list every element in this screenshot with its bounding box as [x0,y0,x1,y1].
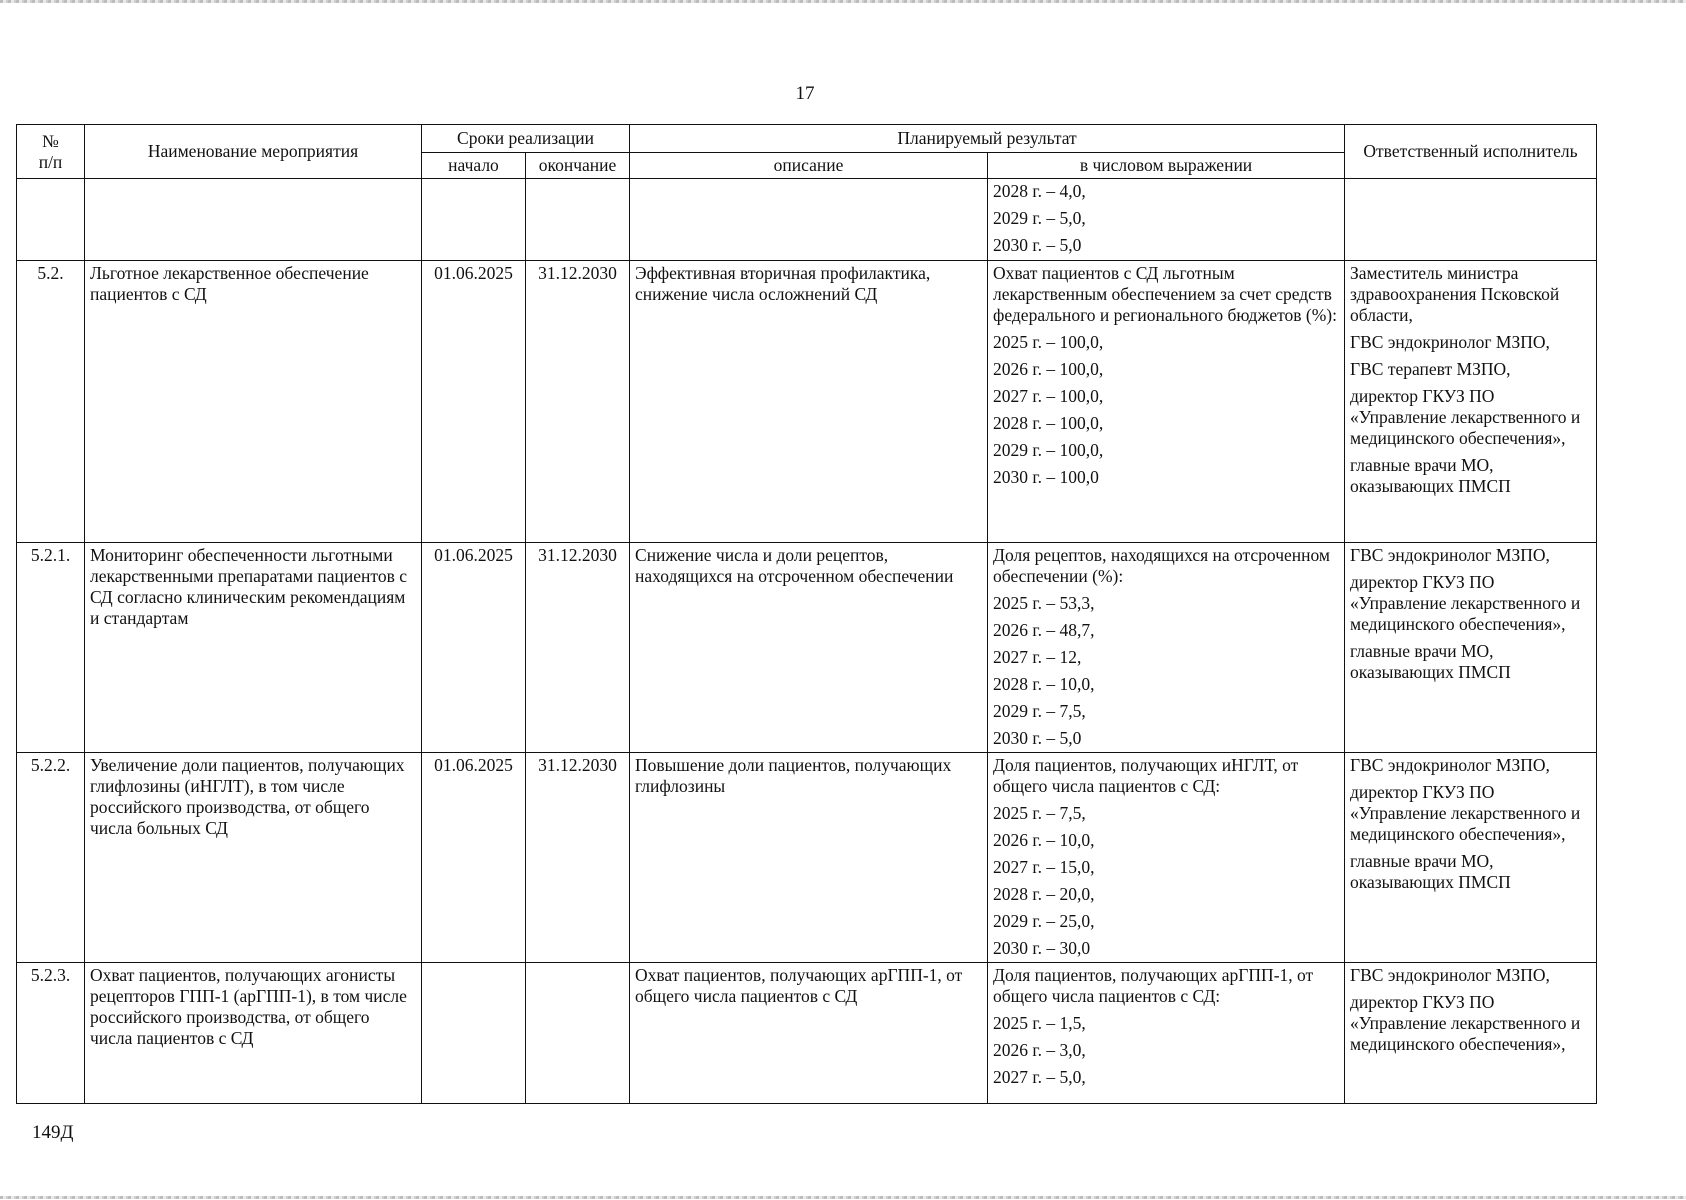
numeric-intro: Доля пациентов, получающих иНГЛТ, от общего числа пациентов с СД: [993,755,1299,796]
cell-numeric [988,753,1345,963]
scan-edge-top [0,0,1686,3]
cell-description: Снижение числа и доли рецептов, находящихся на отсроченном обеспечении [630,543,988,753]
responsible-item: главные врачи МО, оказывающих ПМСП [1350,641,1511,682]
cell-number: 5.2. [17,261,85,543]
numeric-intro: Доля пациентов, получающих арГПП-1, от общего числа пациентов с СД: [993,965,1314,1006]
page-number: 17 [795,83,815,104]
value-line: 2026 г. – 3,0, [993,1040,1086,1060]
value-line: 2025 г. – 7,5, [993,803,1086,823]
cell-start: 01.06.2025 [422,753,526,963]
value-line: 2028 г. – 4,0, [993,181,1086,201]
header-number: № п/п [17,125,85,179]
cell-responsible [1345,753,1597,963]
cell-description: Эффективная вторичная профилактика, снижение числа осложнений СД [630,261,988,543]
cell-responsible [1345,963,1597,1104]
value-line: 2029 г. – 25,0, [993,911,1095,931]
cell-number [17,179,85,261]
value-line: 2028 г. – 20,0, [993,884,1095,904]
responsible-item: главные врачи МО, оказывающих ПМСП [1350,851,1511,892]
cell-end: 31.12.2030 [526,261,630,543]
cell-responsible [1345,261,1597,543]
cell-end [526,179,630,261]
cell-number: 5.2.1. [17,543,85,753]
responsible-item: ГВС эндокринолог МЗПО, [1350,332,1550,352]
cell-numeric [988,179,1345,261]
document-code: 149Д [32,1122,74,1143]
value-line: 2029 г. – 7,5, [993,701,1086,721]
responsible-item: ГВС терапевт МЗПО, [1350,359,1511,379]
cell-description: Повышение доли пациентов, получающих глифлозины [630,753,988,963]
value-line: 2028 г. – 10,0, [993,674,1095,694]
header-start: начало [422,153,526,179]
value-line: 2030 г. – 30,0 [993,938,1091,958]
table-row [17,963,1597,1104]
value-line: 2026 г. – 100,0, [993,359,1104,379]
table-row-continuation [17,179,1597,261]
value-line: 2027 г. – 15,0, [993,857,1095,877]
responsible-item: ГВС эндокринолог МЗПО, [1350,545,1550,565]
value-line: 2027 г. – 12, [993,647,1082,667]
cell-numeric [988,543,1345,753]
activities-table [16,124,1597,1104]
value-line: 2030 г. – 100,0 [993,467,1099,487]
header-numeric: в числовом выражении [988,153,1345,179]
cell-number: 5.2.2. [17,753,85,963]
responsible-item: ГВС эндокринолог МЗПО, [1350,965,1550,985]
responsible-item: директор ГКУЗ ПО «Управление лекарственного и медицинского обеспечения», [1350,572,1581,634]
value-line: 2027 г. – 100,0, [993,386,1104,406]
cell-description: Охват пациентов, получающих арГПП-1, от общего числа пациентов с СД [630,963,988,1104]
cell-start: 01.06.2025 [422,543,526,753]
responsible-item: директор ГКУЗ ПО «Управление лекарственного и медицинского обеспечения», [1350,386,1581,448]
numeric-intro: Охват пациентов с СД льготным лекарственным обеспечением за счет средств федерального и регионального бюджетов (%): [993,263,1337,325]
header-responsible: Ответственный исполнитель [1345,125,1597,179]
numeric-intro: Доля рецептов, находящихся на отсроченном обеспечении (%): [993,545,1331,586]
value-line: 2025 г. – 53,3, [993,593,1095,613]
cell-number: 5.2.3. [17,963,85,1104]
cell-name [85,179,422,261]
header-planned-result: Планируемый результат [630,125,1345,153]
cell-end: 31.12.2030 [526,753,630,963]
header-description: описание [630,153,988,179]
value-line: 2029 г. – 100,0, [993,440,1104,460]
responsible-item: ГВС эндокринолог МЗПО, [1350,755,1550,775]
cell-name: Увеличение доли пациентов, получающих глифлозины (иНГЛТ), в том числе российского производства, от общего числа больных СД [85,753,422,963]
value-line: 2028 г. – 100,0, [993,413,1104,433]
value-line: 2025 г. – 1,5, [993,1013,1086,1033]
responsible-item: директор ГКУЗ ПО «Управление лекарственного и медицинского обеспечения», [1350,992,1581,1054]
cell-responsible [1345,543,1597,753]
value-line: 2027 г. – 5,0, [993,1067,1086,1087]
value-line: 2026 г. – 48,7, [993,620,1095,640]
value-line: 2025 г. – 100,0, [993,332,1104,352]
cell-responsible [1345,179,1597,261]
cell-start [422,179,526,261]
responsible-item: главные врачи МО, оказывающих ПМСП [1350,455,1511,496]
value-line: 2030 г. – 5,0 [993,235,1082,255]
header-terms: Сроки реализации [422,125,630,153]
cell-name: Охват пациентов, получающих агонисты рецепторов ГПП-1 (арГПП-1), в том числе российского производства, от общего числа пациентов с СД [85,963,422,1104]
value-line: 2026 г. – 10,0, [993,830,1095,850]
table-row [17,753,1597,963]
responsible-item: Заместитель министра здравоохранения Псковской области, [1350,263,1560,325]
header-activity-name: Наименование мероприятия [85,125,422,179]
value-line: 2030 г. – 5,0 [993,728,1082,748]
header-end: окончание [526,153,630,179]
cell-numeric [988,963,1345,1104]
scan-edge-bottom [0,1196,1686,1199]
cell-numeric [988,261,1345,543]
responsible-item: директор ГКУЗ ПО «Управление лекарственного и медицинского обеспечения», [1350,782,1581,844]
table-row [17,261,1597,543]
cell-description [630,179,988,261]
cell-name: Льготное лекарственное обеспечение пациентов с СД [85,261,422,543]
cell-start [422,963,526,1104]
cell-end: 31.12.2030 [526,543,630,753]
value-line: 2029 г. – 5,0, [993,208,1086,228]
cell-end [526,963,630,1104]
table-row [17,543,1597,753]
cell-name: Мониторинг обеспеченности льготными лекарственными препаратами пациентов с СД согласно клиническим рекомендациям и стандартам [85,543,422,753]
cell-start: 01.06.2025 [422,261,526,543]
